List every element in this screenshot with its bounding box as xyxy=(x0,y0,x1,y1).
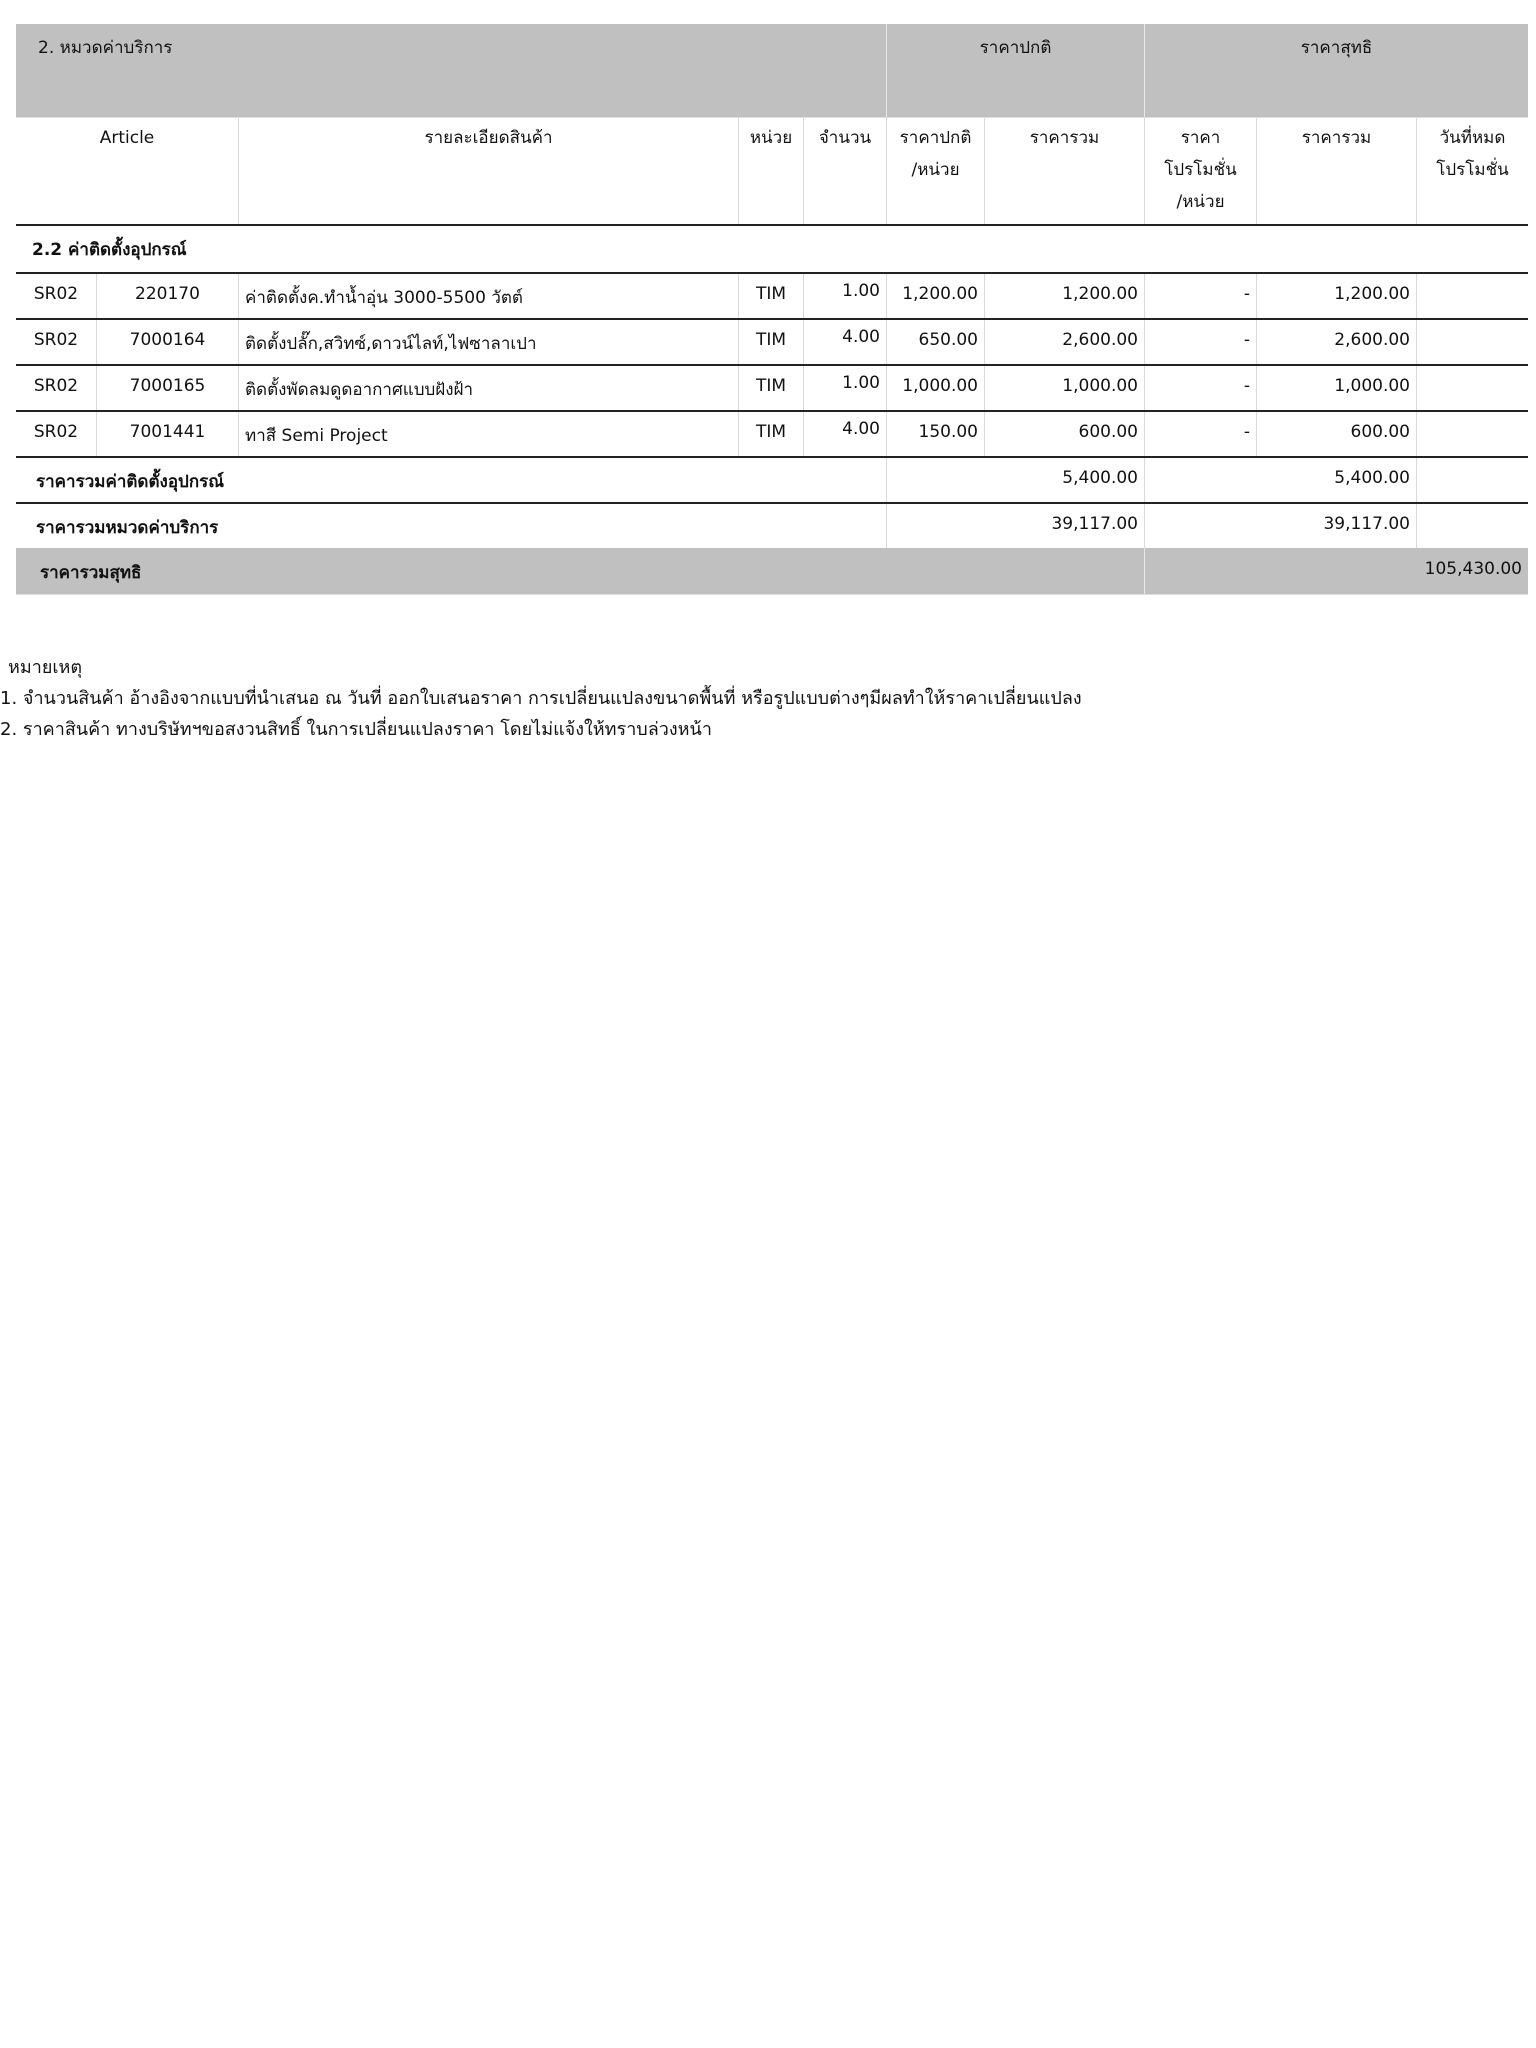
subsection-title: 2.2 ค่าติดตั้งอุปกรณ์ xyxy=(32,240,187,260)
item-article: 220170 xyxy=(96,274,238,318)
notes-title: หมายเหตุ xyxy=(8,657,83,678)
section-header-row xyxy=(16,24,1528,118)
col-total: ราคารวม xyxy=(984,118,1144,224)
table-row xyxy=(16,274,1528,320)
item-unit: TIM xyxy=(738,274,803,318)
col-promo-end xyxy=(1416,118,1528,224)
table-row xyxy=(16,320,1528,366)
item-unit-price: 650.00 xyxy=(886,320,984,364)
col-unit-price-line2: /หน่วย xyxy=(911,160,960,180)
grand-total-row xyxy=(16,548,1528,595)
notes xyxy=(0,652,1082,745)
item-article: 7000165 xyxy=(96,366,238,410)
subtotal-service-label: ราคารวมหมวดค่าบริการ xyxy=(36,518,219,538)
item-qty: 1.00 xyxy=(803,274,886,318)
subtotal-install-empty xyxy=(1416,458,1528,502)
col-article: Article xyxy=(99,128,155,148)
col-promo-price-line1: ราคา xyxy=(1180,128,1221,148)
note-line-2: 2. ราคาสินค้า ทางบริษัทฯขอสงวนสิทธิ์ ในการเปลี่ยนแปลงราคา โดยไม่แจ้งให้ทราบล่วงหน้า xyxy=(0,719,712,740)
normal-price-header: ราคาปกติ xyxy=(886,24,1144,117)
note-line-1: 1. จำนวนสินค้า อ้างอิงจากแบบที่นำเสนอ ณ วันที่ ออกใบเสนอราคา การเปลี่ยนแปลงขนาดพื้นที่ หรือรูปแบบต่างๆมีผลทำให้ราคาเปลี่ยนแปลง xyxy=(0,688,1082,709)
item-unit-price: 1,200.00 xyxy=(886,274,984,318)
item-net-total: 2,600.00 xyxy=(1256,320,1416,364)
section-title: 2. หมวดค่าบริการ xyxy=(38,38,173,58)
item-total: 1,000.00 xyxy=(984,366,1144,410)
item-code: SR02 xyxy=(33,284,79,304)
net-price-header: ราคาสุทธิ xyxy=(1144,24,1528,117)
item-total: 2,600.00 xyxy=(984,320,1144,364)
item-net-total: 1,200.00 xyxy=(1256,274,1416,318)
item-promo-price: - xyxy=(1144,412,1256,456)
item-total: 600.00 xyxy=(984,412,1144,456)
table-row xyxy=(16,366,1528,412)
subtotal-install-label: ราคารวมค่าติดตั้งอุปกรณ์ xyxy=(36,472,225,492)
quotation-table xyxy=(0,24,1528,740)
item-unit: TIM xyxy=(738,412,803,456)
item-promo-price: - xyxy=(1144,366,1256,410)
subtotal-install-total: 5,400.00 xyxy=(886,458,1144,502)
item-promo-end xyxy=(1416,366,1528,410)
item-description: ติดตั้งพัดลมดูดอากาศแบบฝังฝ้า xyxy=(238,366,738,410)
col-description: รายละเอียดสินค้า xyxy=(238,118,738,224)
col-promo-price-line3: /หน่วย xyxy=(1176,192,1225,212)
item-code: SR02 xyxy=(33,422,79,442)
item-promo-price: - xyxy=(1144,320,1256,364)
subtotal-service-total: 39,117.00 xyxy=(886,504,1144,548)
subtotal-service-net: 39,117.00 xyxy=(1144,504,1416,548)
subtotal-service-row xyxy=(16,504,1528,548)
table-row xyxy=(16,412,1528,458)
col-unit: หน่วย xyxy=(738,118,803,224)
subsection-row xyxy=(16,226,1528,274)
col-quantity: จำนวน xyxy=(803,118,886,224)
col-promo-price xyxy=(1144,118,1256,224)
item-total: 1,200.00 xyxy=(984,274,1144,318)
item-promo-end xyxy=(1416,320,1528,364)
item-description: ติดตั้งปลั๊ก,สวิทซ์,ดาวน์ไลท์,ไฟซาลาเปา xyxy=(238,320,738,364)
item-unit-price: 150.00 xyxy=(886,412,984,456)
subtotal-install-row xyxy=(16,458,1528,504)
col-unit-price-line1: ราคาปกติ xyxy=(899,128,972,148)
col-promo-end-line2: โปรโมชั่น xyxy=(1436,160,1509,180)
grand-total-value: 105,430.00 xyxy=(1144,548,1528,594)
col-promo-end-line1: วันที่หมด xyxy=(1439,128,1506,148)
item-qty: 1.00 xyxy=(803,366,886,410)
col-promo-price-line2: โปรโมชั่น xyxy=(1164,160,1237,180)
grand-total-label: ราคารวมสุทธิ xyxy=(40,563,142,583)
item-unit: TIM xyxy=(738,320,803,364)
item-promo-price: - xyxy=(1144,274,1256,318)
item-net-total: 1,000.00 xyxy=(1256,366,1416,410)
item-qty: 4.00 xyxy=(803,412,886,456)
item-description: ทาสี Semi Project xyxy=(238,412,738,456)
subtotal-service-empty xyxy=(1416,504,1528,548)
subtotal-install-net: 5,400.00 xyxy=(1144,458,1416,502)
item-article: 7000164 xyxy=(96,320,238,364)
item-article: 7001441 xyxy=(96,412,238,456)
item-net-total: 600.00 xyxy=(1256,412,1416,456)
item-unit: TIM xyxy=(738,366,803,410)
item-promo-end xyxy=(1416,274,1528,318)
item-unit-price: 1,000.00 xyxy=(886,366,984,410)
col-unit-price xyxy=(886,118,984,224)
item-code: SR02 xyxy=(33,330,79,350)
col-net-total: ราคารวม xyxy=(1256,118,1416,224)
item-code: SR02 xyxy=(33,376,79,396)
item-promo-end xyxy=(1416,412,1528,456)
column-header-row xyxy=(16,118,1528,226)
item-qty: 4.00 xyxy=(803,320,886,364)
item-description: ค่าติดตั้งค.ทำน้ำอุ่น 3000-5500 วัตต์ xyxy=(238,274,738,318)
